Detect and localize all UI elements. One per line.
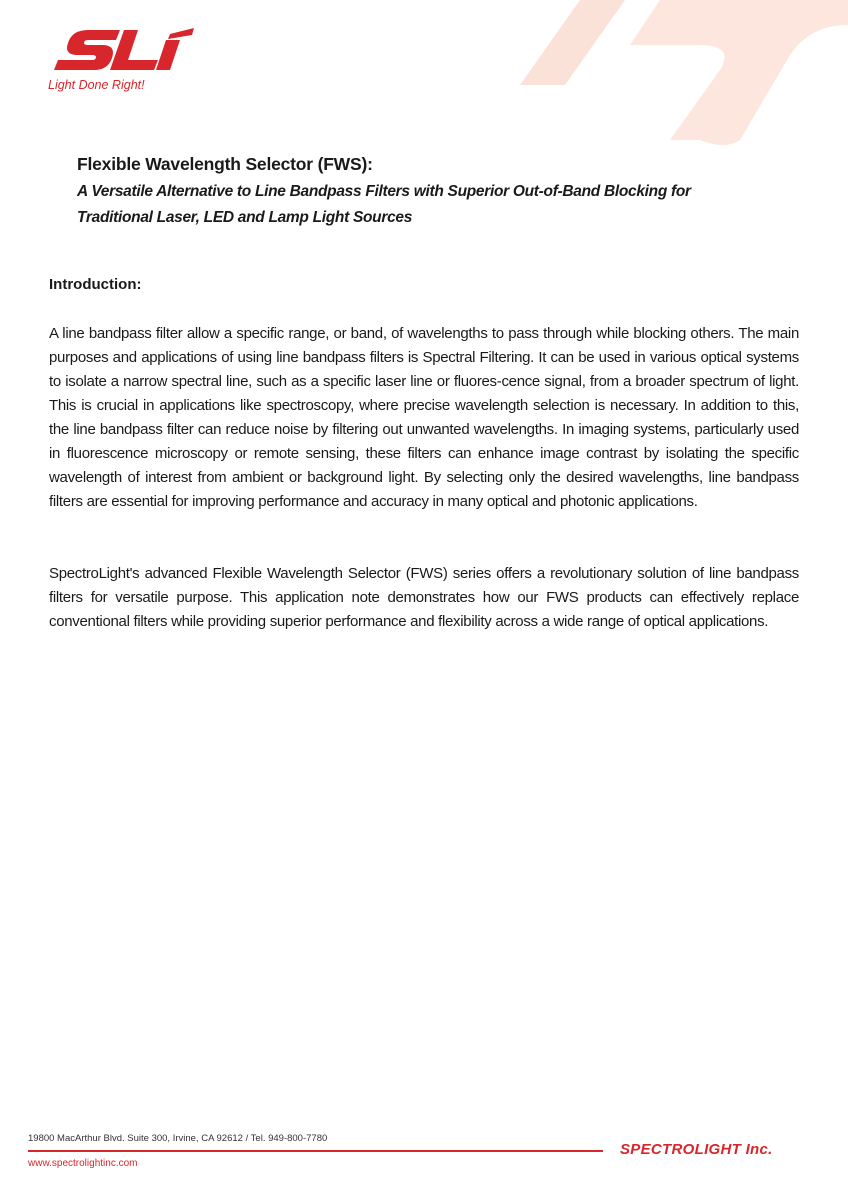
section-heading-introduction: Introduction: (49, 276, 142, 293)
footer-divider (28, 1150, 603, 1152)
document-title-block (77, 154, 817, 231)
subtitle-line-2: Traditional Laser, LED and Lamp Light Sources (77, 209, 413, 226)
footer-address: 19800 MacArthur Blvd. Suite 300, Irvine, CA 92612 / Tel. 949-800-7780 (28, 1133, 328, 1144)
intro-paragraph-1: A line bandpass filter allow a specific range, or band, of wavelengths to pass through while blocking others. The main purposes and applications of using line bandpass filters is Spectral Filtering. It can be used in various optical systems to isolate a narrow spectral line, such as a specific laser line or fluores-cence signal, from a broader spectrum of light. This is crucial in applications like spectroscopy, where precise wavelength selection is necessary. In addition to this, the line bandpass filter can reduce noise by filtering out unwanted wavelengths. In imaging systems, particularly used in fluorescence microscopy or remote sensing, these filters can enhance image contrast by isolating the specific wavelength of interest from ambient or background light. By selecting only the desired wavelengths, line bandpass filters are essential for improving performance and accuracy in many optical and photonic applications. (49, 325, 799, 510)
decorative-swoosh (510, 0, 848, 150)
footer-brand-name: SPECTROLIGHT Inc. (620, 1141, 773, 1158)
company-logo (40, 26, 210, 98)
sli-logo-mark (40, 26, 210, 78)
document-subtitle (77, 179, 817, 231)
intro-paragraph-2: SpectroLight's advanced Flexible Wavelength Selector (FWS) series offers a revolutionary solution of line bandpass filters for versatile purpose. This application note demonstrates how our FWS products can effectively replace conventional filters while providing superior performance and flexibility across a wide range of optical applications. (49, 565, 799, 630)
logo-tagline: Light Done Right! (48, 78, 145, 92)
document-title: Flexible Wavelength Selector (FWS): (77, 154, 373, 174)
subtitle-line-1: A Versatile Alternative to Line Bandpass Filters with Superior Out-of-Band Blocking for (77, 183, 691, 200)
footer-website-link[interactable]: www.spectrolightinc.com (28, 1158, 138, 1169)
